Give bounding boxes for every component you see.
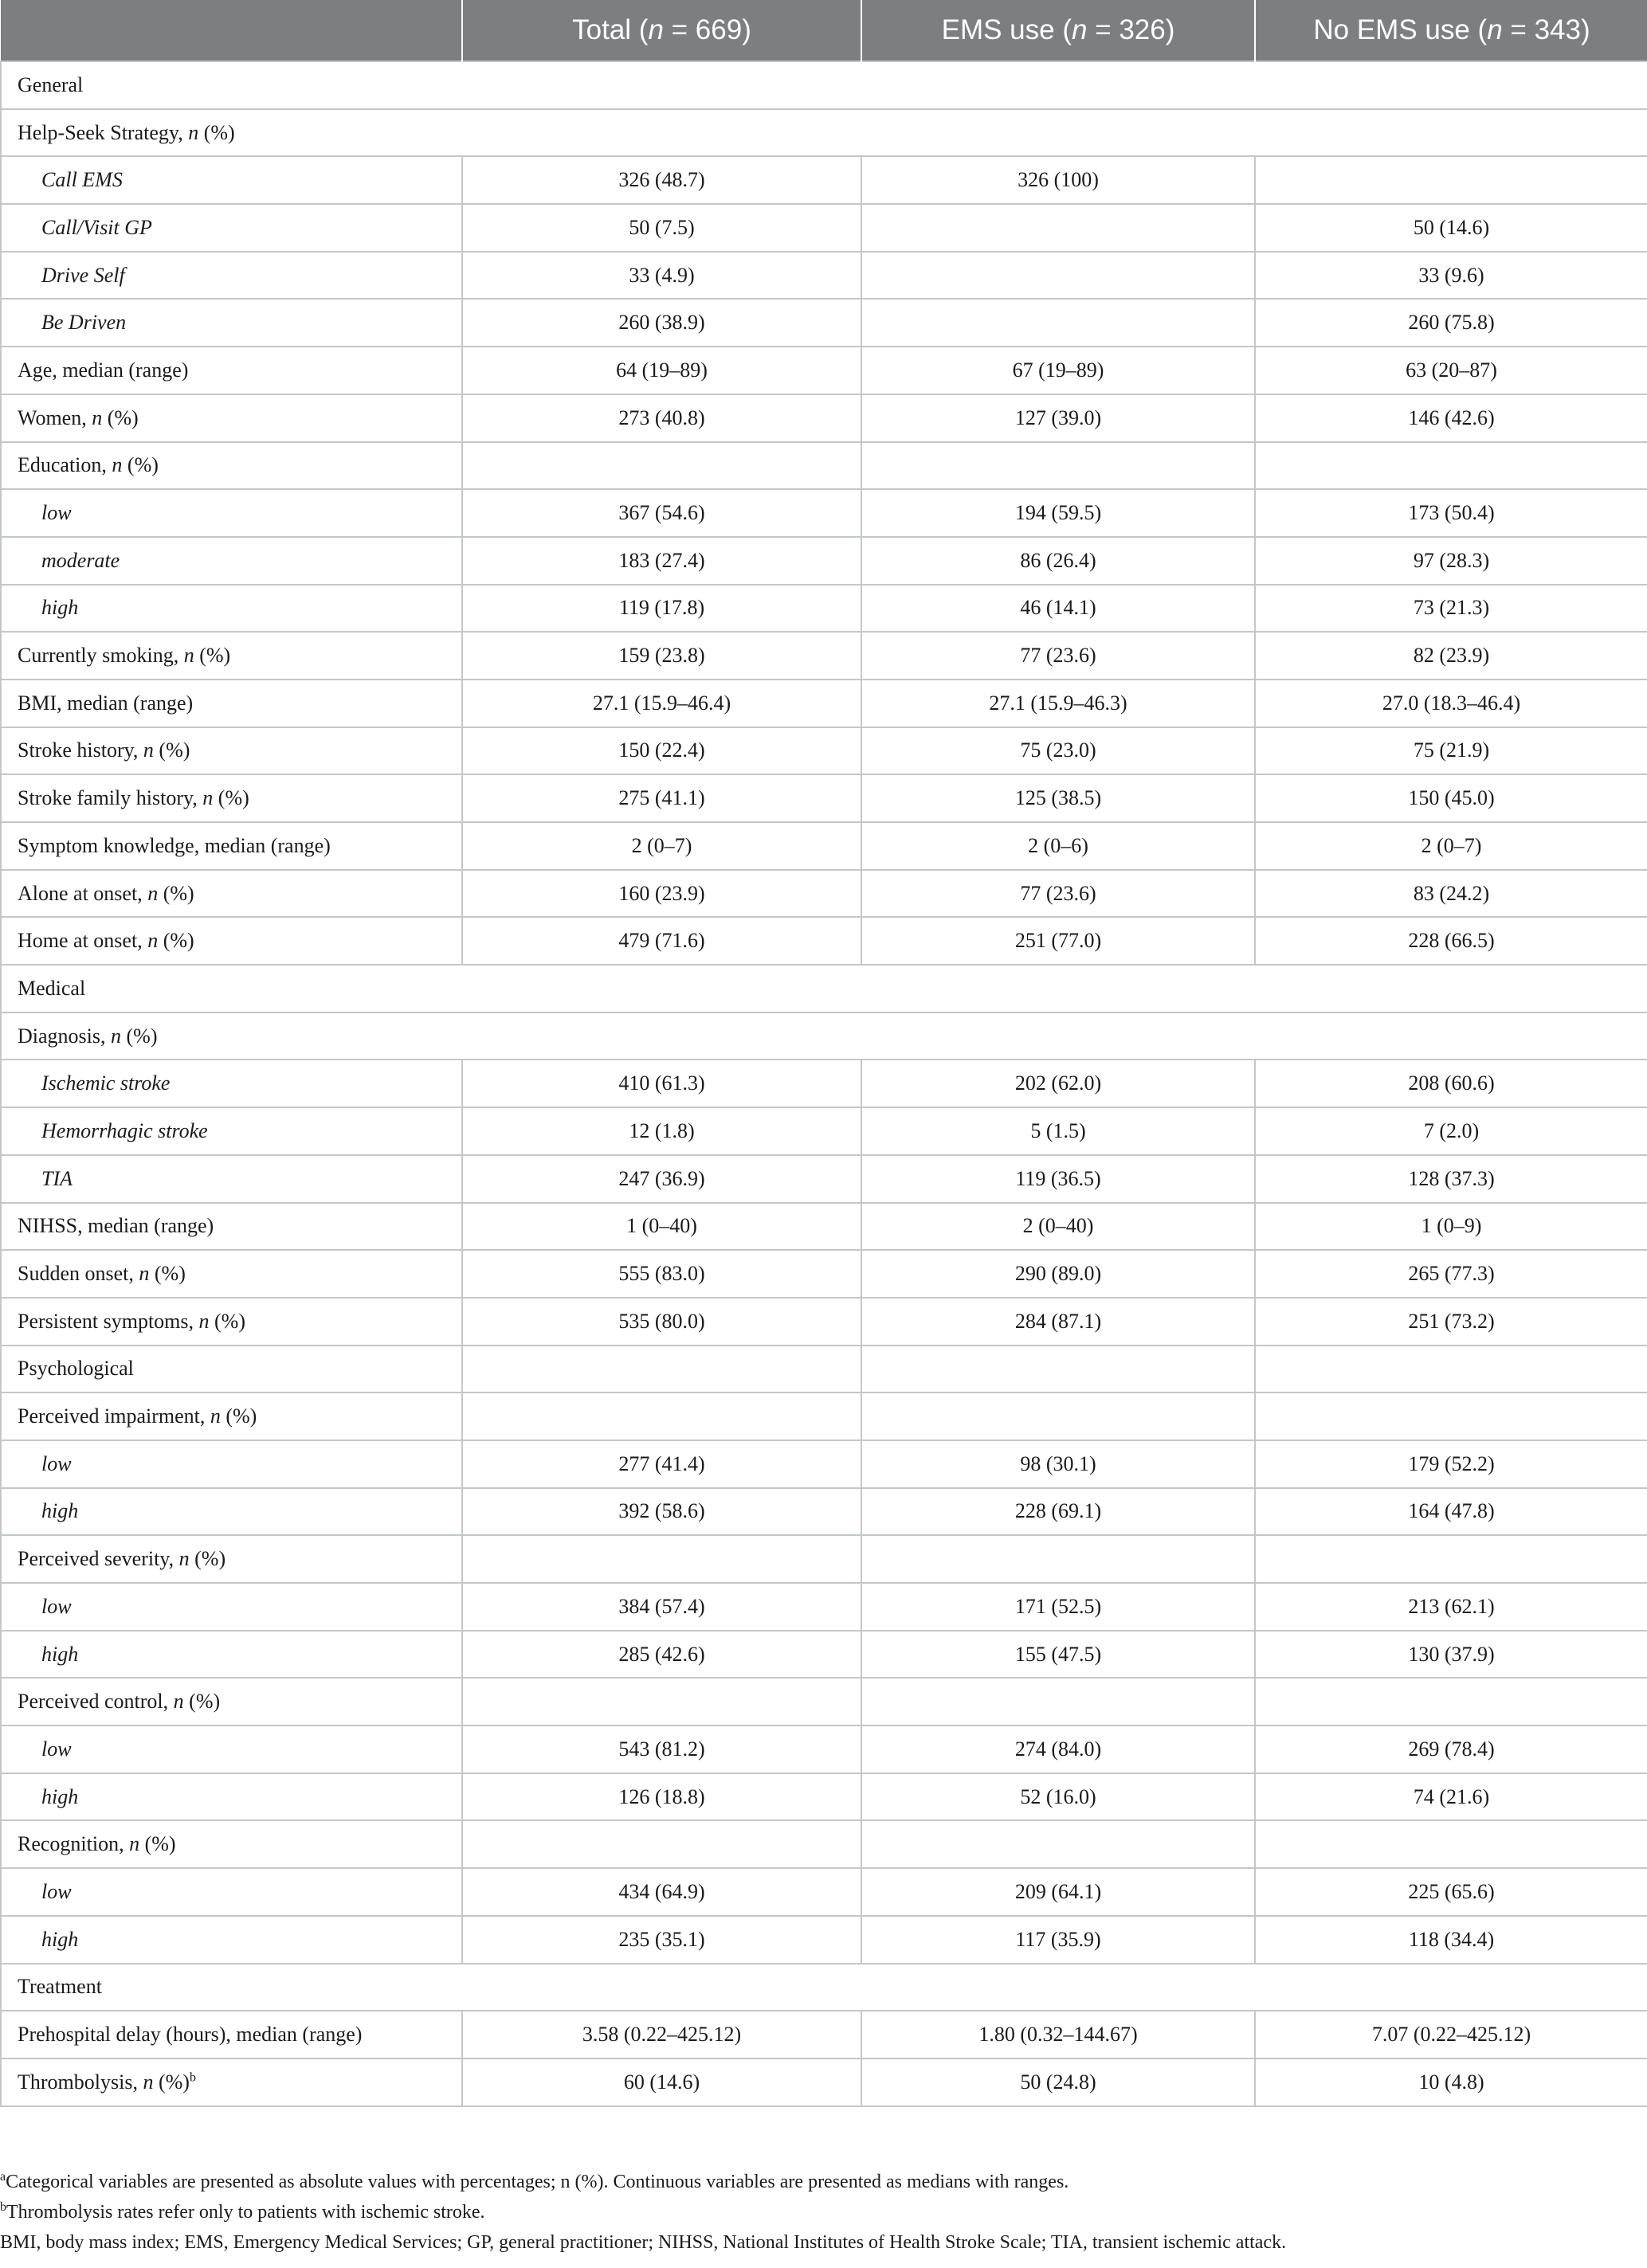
row-label: high [1, 1488, 462, 1536]
row-label: Education, n (%) [1, 442, 462, 490]
table-row [1, 680, 1647, 727]
total-value: 247 (36.9) [462, 1155, 861, 1203]
row-label: Be Driven [1, 299, 462, 347]
total-value: 410 (61.3) [462, 1060, 861, 1107]
ems-use-value: 194 (59.5) [861, 489, 1255, 537]
table-row [1, 2011, 1647, 2058]
table-row [1, 1488, 1647, 1536]
table-row [1, 727, 1647, 775]
table-row [1, 1678, 1647, 1725]
row-label: Drive Self [1, 252, 462, 300]
table-row [1, 2058, 1647, 2106]
no-ems-use-value: 228 (66.5) [1255, 917, 1647, 965]
table-row [1, 489, 1647, 537]
table-row [1, 1820, 1647, 1868]
no-ems-use-value: 1 (0–9) [1255, 1203, 1647, 1251]
total-value: 555 (83.0) [462, 1250, 861, 1298]
table-row [1, 1440, 1647, 1488]
no-ems-use-value: 265 (77.3) [1255, 1250, 1647, 1298]
total-value: 33 (4.9) [462, 252, 861, 300]
no-ems-use-value: 251 (73.2) [1255, 1298, 1647, 1346]
row-label: Hemorrhagic stroke [1, 1107, 462, 1155]
row-label: Sudden onset, n (%) [1, 1250, 462, 1298]
no-ems-use-value: 33 (9.6) [1255, 252, 1647, 300]
ems-use-value: 171 (52.5) [861, 1583, 1255, 1631]
header-no-ems-use: No EMS use (n = 343) [1255, 0, 1647, 61]
total-value: 543 (81.2) [462, 1725, 861, 1773]
no-ems-use-value: 164 (47.8) [1255, 1488, 1647, 1536]
footnote-b: $^b$Thrombolysis rates refer only to patients with ischemic stroke. [0, 2200, 485, 2223]
row-label: Psychological [1, 1346, 462, 1393]
no-ems-use-value [1255, 1393, 1647, 1440]
row-label: Ischemic stroke [1, 1060, 462, 1107]
total-value [462, 442, 861, 490]
ems-use-value [861, 299, 1255, 347]
table-footnotes [0, 2167, 1641, 2258]
no-ems-use-value: 208 (60.6) [1255, 1060, 1647, 1107]
row-label: Home at onset, n (%) [1, 917, 462, 965]
row-label: high [1, 1773, 462, 1821]
table-row [1, 1203, 1647, 1251]
row-label: Alone at onset, n (%) [1, 870, 462, 918]
row-label: Persistent symptoms, n (%) [1, 1298, 462, 1346]
no-ems-use-value: 146 (42.6) [1255, 394, 1647, 442]
row-label: moderate [1, 537, 462, 585]
table-row [1, 585, 1647, 633]
row-label: Thrombolysis, n (%)$^b$ [1, 2058, 462, 2106]
no-ems-use-value: 118 (34.4) [1255, 1916, 1647, 1964]
no-ems-use-value: 83 (24.2) [1255, 870, 1647, 918]
table-row [1, 632, 1647, 680]
row-label: Women, n (%) [1, 394, 462, 442]
ems-use-value [861, 1678, 1255, 1725]
table-row [1, 1346, 1647, 1393]
ems-use-value: 50 (24.8) [861, 2058, 1255, 2106]
row-label: low [1, 1583, 462, 1631]
header-ems-use: EMS use (n = 326) [861, 0, 1255, 61]
total-value: 183 (27.4) [462, 537, 861, 585]
total-value [462, 1678, 861, 1725]
table-row [1, 1535, 1647, 1583]
table-row [1, 394, 1647, 442]
no-ems-use-value: 7 (2.0) [1255, 1107, 1647, 1155]
table-row [1, 1107, 1647, 1155]
total-value: 160 (23.9) [462, 870, 861, 918]
table-row [1, 299, 1647, 347]
table-row [1, 537, 1647, 585]
ems-use-value: 98 (30.1) [861, 1440, 1255, 1488]
total-value [462, 1393, 861, 1440]
row-label: high [1, 1916, 462, 1964]
total-value: 326 (48.7) [462, 156, 861, 204]
table-row [1, 917, 1647, 965]
no-ems-use-value: 97 (28.3) [1255, 537, 1647, 585]
row-label: high [1, 1631, 462, 1678]
section-row [1, 1964, 1647, 2011]
no-ems-use-value: 128 (37.3) [1255, 1155, 1647, 1203]
footnote-a: $^a$Categorical variables are presented as absolute values with percentages; n (%). Continuous variables are presented as medians with ranges. [0, 2170, 1069, 2192]
total-value: 150 (22.4) [462, 727, 861, 775]
no-ems-use-value: 269 (78.4) [1255, 1725, 1647, 1773]
row-label: low [1, 1725, 462, 1773]
section-label: Help-Seek Strategy, n (%) [1, 109, 1647, 157]
ems-use-value: 46 (14.1) [861, 585, 1255, 633]
total-value: 64 (19–89) [462, 347, 861, 394]
ems-use-value [861, 1535, 1255, 1583]
total-value: 1 (0–40) [462, 1203, 861, 1251]
no-ems-use-value: 10 (4.8) [1255, 2058, 1647, 2106]
total-value: 235 (35.1) [462, 1916, 861, 1964]
table-row [1, 1725, 1647, 1773]
row-label: Currently smoking, n (%) [1, 632, 462, 680]
ems-use-value: 127 (39.0) [861, 394, 1255, 442]
total-value: 3.58 (0.22–425.12) [462, 2011, 861, 2058]
ems-use-value [861, 252, 1255, 300]
row-label: BMI, median (range) [1, 680, 462, 727]
table-row [1, 1631, 1647, 1678]
ems-use-value: 284 (87.1) [861, 1298, 1255, 1346]
ems-use-value: 326 (100) [861, 156, 1255, 204]
no-ems-use-value [1255, 1678, 1647, 1725]
table-row [1, 1583, 1647, 1631]
no-ems-use-value: 7.07 (0.22–425.12) [1255, 2011, 1647, 2058]
total-value [462, 1346, 861, 1393]
ems-use-value: 274 (84.0) [861, 1725, 1255, 1773]
row-label: TIA [1, 1155, 462, 1203]
total-value: 126 (18.8) [462, 1773, 861, 1821]
total-value: 2 (0–7) [462, 822, 861, 870]
no-ems-use-value: 63 (20–87) [1255, 347, 1647, 394]
ems-use-value: 86 (26.4) [861, 537, 1255, 585]
ems-use-value: 209 (64.1) [861, 1868, 1255, 1916]
table-row [1, 156, 1647, 204]
header-empty-cell [1, 0, 462, 61]
ems-use-value: 77 (23.6) [861, 632, 1255, 680]
no-ems-use-value: 73 (21.3) [1255, 585, 1647, 633]
table-row [1, 347, 1647, 394]
total-value: 260 (38.9) [462, 299, 861, 347]
ems-use-value: 228 (69.1) [861, 1488, 1255, 1536]
section-row [1, 61, 1647, 109]
row-label: Stroke family history, n (%) [1, 774, 462, 822]
row-label: Prehospital delay (hours), median (range) [1, 2011, 462, 2058]
table-body [1, 61, 1647, 2106]
total-value: 273 (40.8) [462, 394, 861, 442]
total-value: 12 (1.8) [462, 1107, 861, 1155]
row-label: Perceived severity, n (%) [1, 1535, 462, 1583]
ems-use-value: 125 (38.5) [861, 774, 1255, 822]
total-value: 285 (42.6) [462, 1631, 861, 1678]
ems-use-value [861, 442, 1255, 490]
table-row [1, 1060, 1647, 1107]
row-label: Recognition, n (%) [1, 1820, 462, 1868]
table-header [1, 0, 1647, 61]
table-row [1, 252, 1647, 300]
total-value: 159 (23.8) [462, 632, 861, 680]
no-ems-use-value: 179 (52.2) [1255, 1440, 1647, 1488]
no-ems-use-value: 2 (0–7) [1255, 822, 1647, 870]
row-label: Stroke history, n (%) [1, 727, 462, 775]
table-row [1, 822, 1647, 870]
no-ems-use-value: 74 (21.6) [1255, 1773, 1647, 1821]
table-row [1, 1298, 1647, 1346]
ems-use-value: 27.1 (15.9–46.3) [861, 680, 1255, 727]
total-value: 479 (71.6) [462, 917, 861, 965]
table-row [1, 1250, 1647, 1298]
no-ems-use-value [1255, 156, 1647, 204]
no-ems-use-value: 130 (37.9) [1255, 1631, 1647, 1678]
row-label: Symptom knowledge, median (range) [1, 822, 462, 870]
section-row [1, 109, 1647, 157]
ems-use-value [861, 1393, 1255, 1440]
ems-use-value: 1.80 (0.32–144.67) [861, 2011, 1255, 2058]
no-ems-use-value: 27.0 (18.3–46.4) [1255, 680, 1647, 727]
total-value: 384 (57.4) [462, 1583, 861, 1631]
no-ems-use-value: 50 (14.6) [1255, 204, 1647, 252]
row-label: Age, median (range) [1, 347, 462, 394]
no-ems-use-value: 225 (65.6) [1255, 1868, 1647, 1916]
ems-use-value: 2 (0–40) [861, 1203, 1255, 1251]
row-label: Call/Visit GP [1, 204, 462, 252]
no-ems-use-value: 260 (75.8) [1255, 299, 1647, 347]
no-ems-use-value: 82 (23.9) [1255, 632, 1647, 680]
ems-use-value: 67 (19–89) [861, 347, 1255, 394]
no-ems-use-value: 173 (50.4) [1255, 489, 1647, 537]
table-row [1, 870, 1647, 918]
total-value [462, 1535, 861, 1583]
table-row [1, 1916, 1647, 1964]
ems-use-value: 5 (1.5) [861, 1107, 1255, 1155]
ems-use-value [861, 1346, 1255, 1393]
table-row [1, 1773, 1647, 1821]
header-total: Total (n = 669) [462, 0, 861, 61]
total-value: 535 (80.0) [462, 1298, 861, 1346]
row-label: NIHSS, median (range) [1, 1203, 462, 1251]
table-row [1, 1868, 1647, 1916]
no-ems-use-value: 213 (62.1) [1255, 1583, 1647, 1631]
row-label: high [1, 585, 462, 633]
ems-use-value: 77 (23.6) [861, 870, 1255, 918]
table-row [1, 204, 1647, 252]
ems-use-value: 251 (77.0) [861, 917, 1255, 965]
section-row [1, 965, 1647, 1013]
section-label: Medical [1, 965, 1647, 1013]
no-ems-use-value [1255, 1535, 1647, 1583]
ems-use-value: 202 (62.0) [861, 1060, 1255, 1107]
no-ems-use-value: 75 (21.9) [1255, 727, 1647, 775]
row-label: low [1, 489, 462, 537]
row-label: low [1, 1868, 462, 1916]
no-ems-use-value [1255, 1820, 1647, 1868]
ems-use-value: 2 (0–6) [861, 822, 1255, 870]
row-label: Perceived impairment, n (%) [1, 1393, 462, 1440]
total-value: 50 (7.5) [462, 204, 861, 252]
ems-use-value: 75 (23.0) [861, 727, 1255, 775]
row-label: low [1, 1440, 462, 1488]
section-row [1, 1013, 1647, 1060]
ems-use-value: 117 (35.9) [861, 1916, 1255, 1964]
section-label: Diagnosis, n (%) [1, 1013, 1647, 1060]
row-label: Perceived control, n (%) [1, 1678, 462, 1725]
total-value: 434 (64.9) [462, 1868, 861, 1916]
no-ems-use-value: 150 (45.0) [1255, 774, 1647, 822]
section-label: General [1, 61, 1647, 109]
ems-use-value: 52 (16.0) [861, 1773, 1255, 1821]
ems-use-value: 119 (36.5) [861, 1155, 1255, 1203]
section-label: Treatment [1, 1964, 1647, 2011]
no-ems-use-value [1255, 442, 1647, 490]
no-ems-use-value [1255, 1346, 1647, 1393]
ems-use-value [861, 1820, 1255, 1868]
table-row [1, 1155, 1647, 1203]
total-value: 392 (58.6) [462, 1488, 861, 1536]
table-row [1, 442, 1647, 490]
ems-use-value: 155 (47.5) [861, 1631, 1255, 1678]
total-value: 367 (54.6) [462, 489, 861, 537]
footnote-abbreviations: BMI, body mass index; EMS, Emergency Medical Services; GP, general practitioner; NIHSS, National Institutes of Health Stroke Scale; TIA, transient ischemic attack. [0, 2232, 1287, 2253]
table-row [1, 774, 1647, 822]
ems-use-value [861, 204, 1255, 252]
header-row [1, 0, 1647, 61]
row-label: Call EMS [1, 156, 462, 204]
ems-use-value: 290 (89.0) [861, 1250, 1255, 1298]
total-value: 119 (17.8) [462, 585, 861, 633]
table-row [1, 1393, 1647, 1440]
total-value: 27.1 (15.9–46.4) [462, 680, 861, 727]
total-value: 277 (41.4) [462, 1440, 861, 1488]
total-value [462, 1820, 861, 1868]
total-value: 60 (14.6) [462, 2058, 861, 2106]
total-value: 275 (41.1) [462, 774, 861, 822]
